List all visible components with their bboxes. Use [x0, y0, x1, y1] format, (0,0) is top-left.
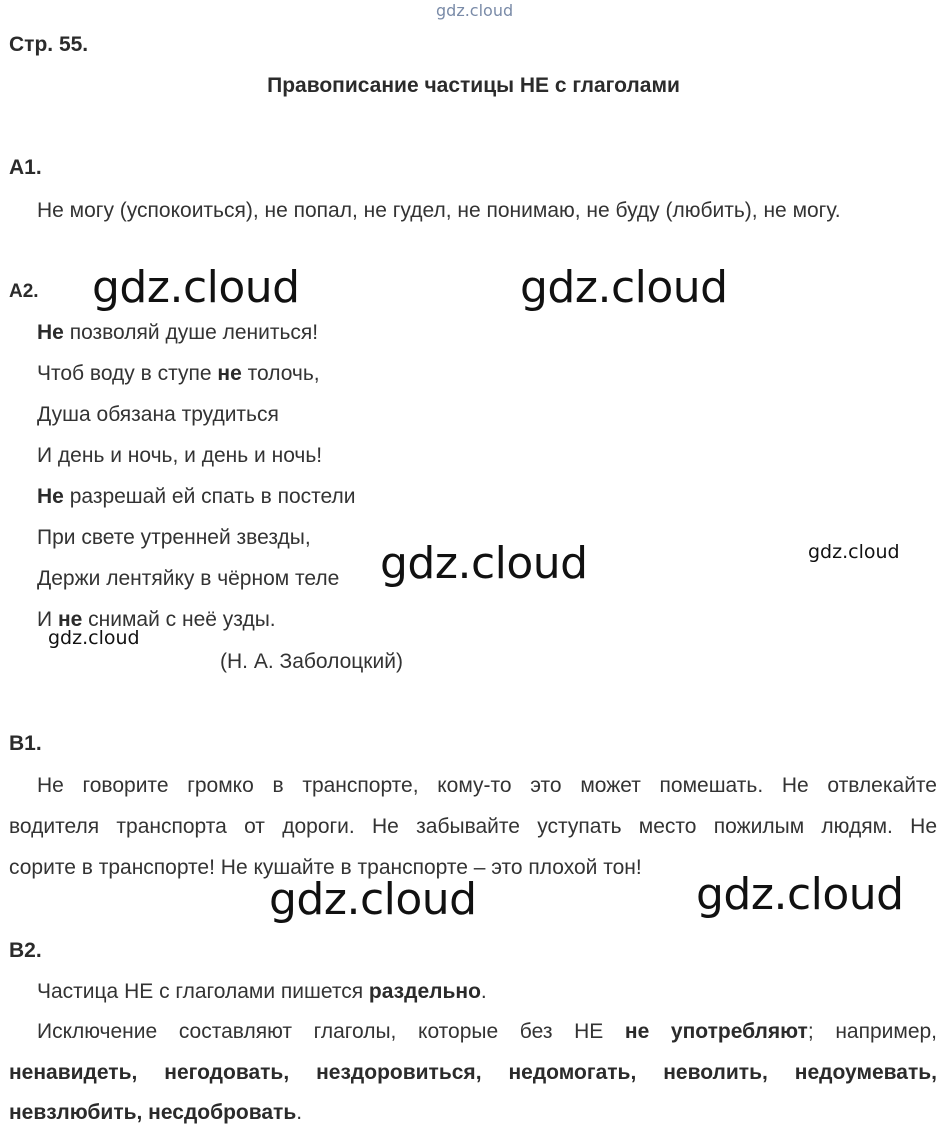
b1-line: Не говорите громко в транспорте, кому-то это может помешать. Не отвлекайте — [37, 774, 937, 797]
a1-label: А1. — [9, 156, 42, 179]
page-title: Правописание частицы НЕ с глаголами — [267, 74, 680, 97]
watermark: gdz.cloud — [48, 627, 140, 649]
poem-line: При свете утренней звезды, — [37, 526, 311, 549]
poem-line: И день и ночь, и день и ночь! — [37, 444, 323, 467]
poem-line: Чтоб воду в ступе не толочь, — [37, 362, 320, 385]
poem-line: Душа обязана трудиться — [37, 403, 279, 426]
b1-line: водителя транспорта от дороги. Не забывайте уступать место пожилым людям. Не — [9, 815, 937, 838]
watermark: gdz.cloud — [92, 262, 300, 313]
b2-line: невзлюбить, несдобровать. — [9, 1101, 303, 1124]
watermark: gdz.cloud — [808, 541, 900, 563]
poem-line: Держи лентяйку в чёрном теле — [37, 567, 340, 590]
b2-line: Частица НЕ с глаголами пишется раздельно. — [37, 980, 487, 1003]
b2-line: Исключение составляют глаголы, которые без НЕ не употребляют; например, — [37, 1020, 938, 1043]
page-number: Стр. 55. — [9, 33, 89, 56]
poem-author: (Н. А. Заболоцкий) — [220, 650, 403, 673]
b2-label: В2. — [9, 939, 42, 962]
watermark: gdz.cloud — [696, 869, 904, 920]
watermark: gdz.cloud — [269, 874, 477, 925]
poem-line: И не снимай с неё узды. — [37, 608, 276, 631]
a2-label: А2. — [9, 281, 39, 302]
watermark: gdz.cloud — [520, 262, 728, 313]
a1-text: Не могу (успокоиться), не попал, не гудел, не понимаю, не буду (любить), не могу. — [37, 199, 841, 222]
watermark-top: gdz.cloud — [436, 1, 514, 20]
b1-label: В1. — [9, 732, 42, 755]
poem-line: Не позволяй душе лениться! — [37, 321, 319, 344]
watermark: gdz.cloud — [380, 538, 588, 589]
b2-line: ненавидеть, негодовать, нездоровиться, недомогать, неволить, недоумевать, — [9, 1061, 937, 1084]
b1-line: сорите в транспорте! Не кушайте в транспорте – это плохой тон! — [9, 856, 642, 879]
poem-line: Не разрешай ей спать в постели — [37, 485, 356, 508]
